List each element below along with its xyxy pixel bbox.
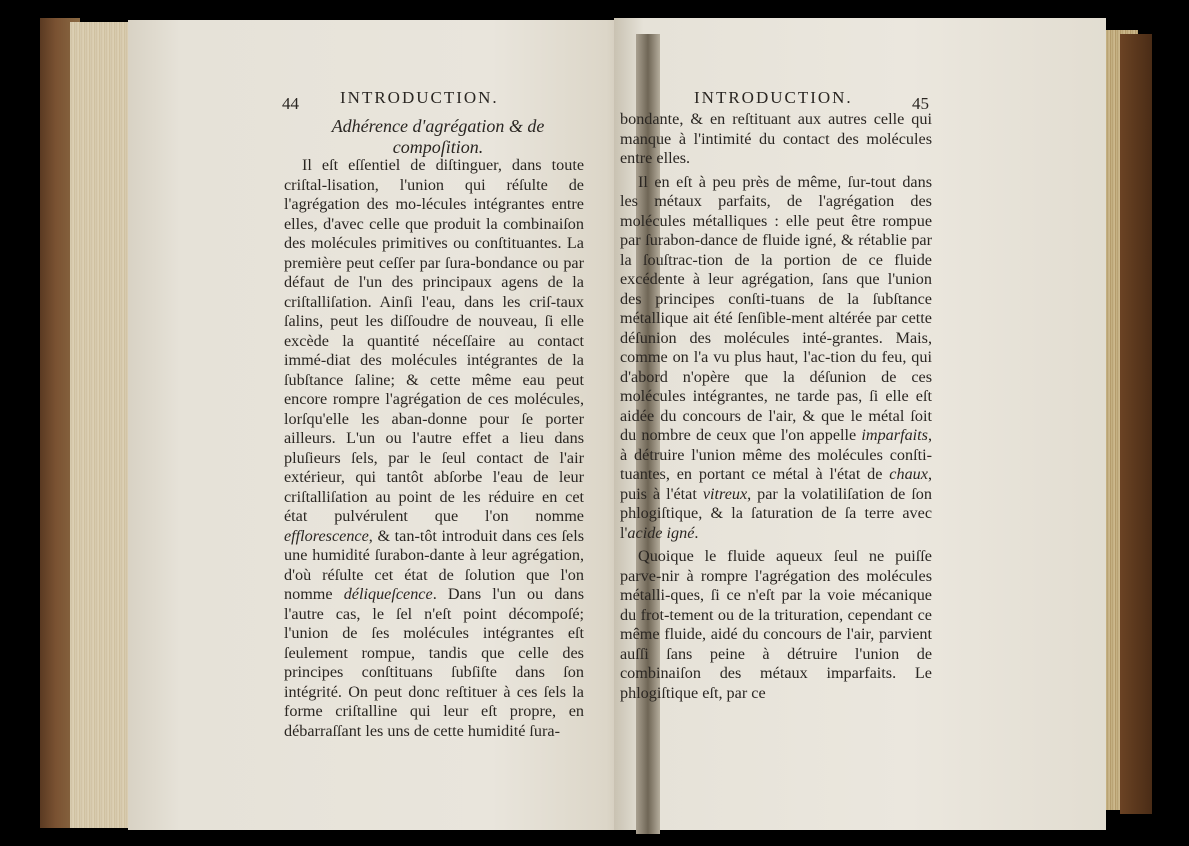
text-run: , par la volatiliſation de ſon phlogiſtique, & la ſaturation de ſa terre avec l' [620,484,932,542]
italic-term: vitreux [702,484,748,503]
right-paragraph-2 [620,173,932,544]
right-paragraph-1: bondante, & en reſtituant aux autres celle qui manque à l'intimité du contact des molécules entre elles. [620,110,932,167]
left-paragraph [284,156,584,741]
left-page-number: 44 [282,94,299,113]
text-run: , puis à l'état [620,465,932,503]
italic-term: chaux [889,465,928,483]
section-subtitle: Adhérence d'agrégation & de compoſition. [331,116,545,157]
text-run: , à détruire l'union même des molécules conſti-tuantes, en portant ce métal à l'état de [620,426,932,483]
text-run: , & tan-tôt introduit dans ces ſels une humidité ſurabon-dante à leur agrégation, d'où réſulte cet état de ſolution que l'on nomme [284,526,584,603]
right-paragraph-3: Quoique le fluide aqueux ſeul ne puiſſe parve-nir à rompre l'agrégation des molécules métalli-ques, ſi ce n'eſt par la voie mécanique du frot-tement ou de la trituration, cependant ce même fluide, aidé du concours de l'air, parvient auſſi ſans peine à détruire l'union de combinaiſon des métaux imparfaits. Le phlogiſtique eſt, par ce [620,547,932,702]
left-running-head: INTRODUCTION. [340,88,499,107]
text-run: Il en eſt à peu près de même, ſur-tout dans les métaux parfaits, de l'agrégation des molécules métalliques : elle peut être rompue par ſurabon-dance de fluide igné, & rétablie par la ſouſtrac-tion de la portion de ce fluide excédente à leur agrégation, ſans que l'union des principes conſti-tuans de la ſubſtance métallique ait été ſenſible-ment altérée par cette déſunion des molécules inté-grantes. Mais, comme on l'a vu plus haut, l'ac-tion du feu, qui d'abord n'opère que la déſunion de ces molécules intégrantes, ne tarde pas, ſi elle eſt aidée du concours de l'air, & que le métal ſoit du nombre de ceux que l'on appelle [620,172,932,444]
right-page-number: 45 [912,94,929,113]
text-run: . Dans l'un ou dans l'autre cas, le ſel n'eſt point décompoſé; l'union de ſes molécules intégrantes eſt ſeulement rompue, tandis que celle des principes conſtituans ſubſiſte dans ſon intégrité. On peut donc reſtituer à ces ſels la forme criſtalline qui leur eſt propre, en débarraſſant les uns de cette humidité ſura- [284,585,585,740]
italic-term: efflorescence [284,526,369,545]
right-running-head: INTRODUCTION. [694,88,853,107]
left-page-text [284,156,584,741]
text-run: Il eſt eſſentiel de diſtinguer, dans toute criſtal-lisation, l'union qui réſulte de l'agrégation des mo-lécules intégrantes entre elles, d'avec celle que produit la combinaiſon des molécules primitives ou conſtituantes. La première peut ceſſer par ſura-bondance ou par défaut de l'un des principaux agens de la criſtalliſation. Ainſi l'eau, dans les criſ-taux ſalins, peut les diſſoudre de nouveau, ſi elle excède la quantité néceſſaire au contact immé-diat des molécules intégrantes de la ſubſtance ſaline; & cette même eau peut encore rompre l'agrégation de ces molécules, lorſqu'elle les aban-donne pour ſe porter ailleurs. L'un ou l'autre effet a lieu dans pluſieurs ſels, par le ſeul contact de l'air extérieur, qui tantôt abſorbe l'eau de leur criſtalliſation au point de les réduire en cet état pulvérulent que l'on nomme [284,156,584,525]
italic-term: acide igné [627,523,695,542]
text-run: . [694,523,699,542]
right-cover [1120,34,1152,814]
italic-term: imparfaits [861,426,928,444]
italic-term: déliqueſcence [343,585,433,603]
right-page-text [620,110,932,703]
open-book [40,14,1152,832]
